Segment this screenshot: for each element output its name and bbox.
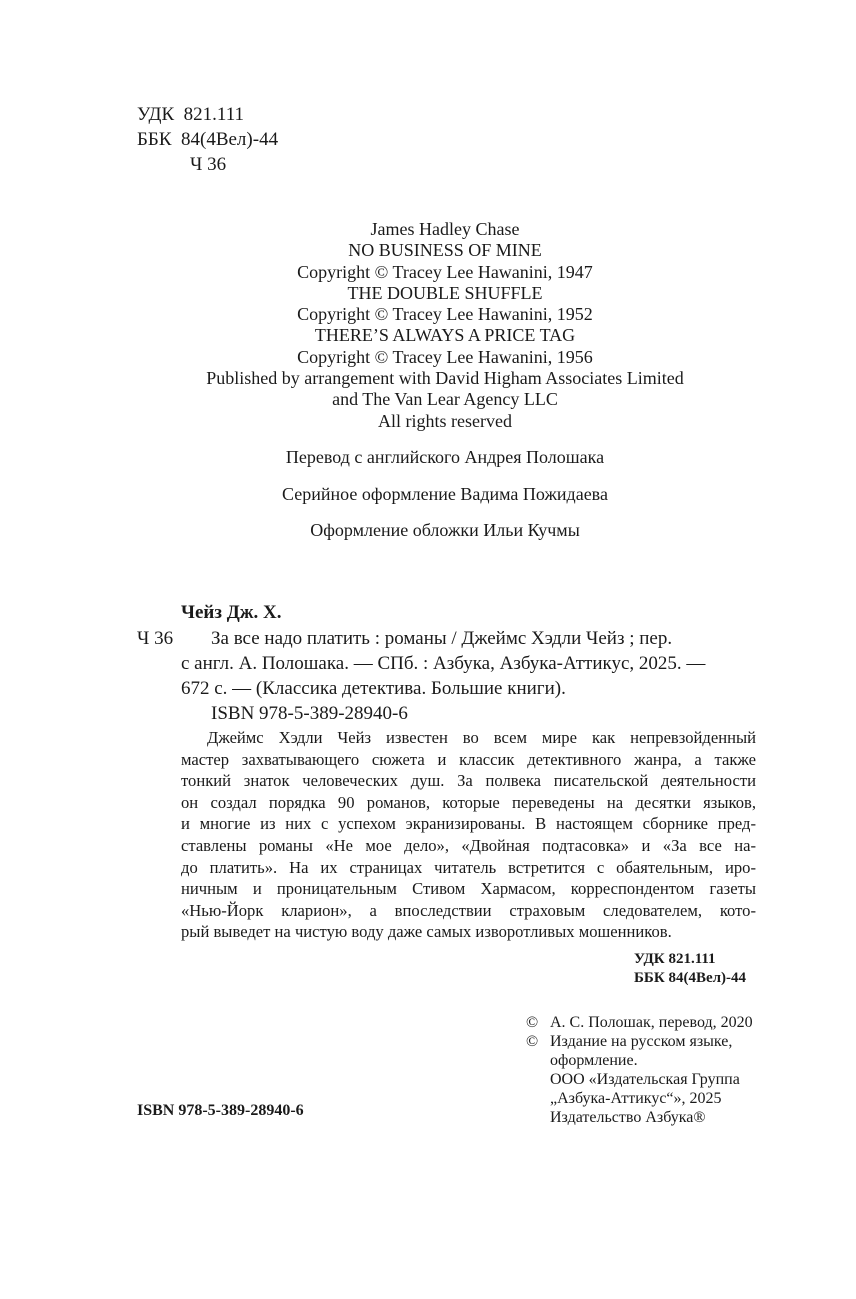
udk-line bbox=[137, 103, 244, 127]
rights-line: THERE’S ALWAYS A PRICE TAG bbox=[314, 325, 576, 346]
annotation-line: ничным и проницательным Стивом Хармасом, корреспондентом газеты bbox=[181, 879, 756, 899]
rights-line: Copyright © Tracey Lee Hawanini, 1956 bbox=[297, 346, 593, 367]
annotation-line: мастер захватывающего сюжета и классик детективного жанра, а также bbox=[181, 749, 756, 769]
copyright-text: оформление. bbox=[550, 1052, 638, 1069]
bbk-line bbox=[137, 128, 278, 152]
copyright-text: Издательство Азбука® bbox=[550, 1109, 706, 1126]
rights-block bbox=[0, 219, 856, 432]
rights-line: NO BUSINESS OF MINE bbox=[348, 240, 542, 261]
translator-credit: Перевод с английского Андрея Полошака bbox=[285, 447, 605, 467]
annotation-line: тонкий знаток человеческих душ. За полвека писательской деятельности bbox=[181, 771, 756, 791]
rights-line: All rights reserved bbox=[378, 410, 512, 431]
copyright-text: А. С. Полошак, перевод, 2020 bbox=[550, 1014, 753, 1031]
copyright-text: „Азбука-Аттикус“», 2025 bbox=[550, 1090, 722, 1107]
rights-line: THE DOUBLE SHUFFLE bbox=[347, 282, 543, 303]
copyright-symbol: © bbox=[526, 1033, 539, 1050]
copyright-text: ООО «Издательская Группа bbox=[550, 1071, 740, 1088]
isbn-bottom: ISBN 978-5-389-28940-6 bbox=[137, 1102, 304, 1119]
copyright-block bbox=[526, 1013, 753, 1127]
copyright-symbol: © bbox=[526, 1014, 539, 1031]
biblio-mark: Ч 36 bbox=[137, 628, 174, 649]
bbk-value: 84(4Вел)-44 bbox=[181, 129, 279, 150]
rights-line: and The Van Lear Agency LLC bbox=[332, 389, 558, 410]
copyright-text: Издание на русском языке, bbox=[550, 1033, 733, 1050]
rights-line: James Hadley Chase bbox=[370, 219, 520, 239]
series-design-credit: Серийное оформление Вадима Пожидаева bbox=[282, 484, 608, 504]
annotation-line: до платить». На их страницах читатель встретится с обаятельным, иро- bbox=[181, 857, 756, 877]
copyright-entry bbox=[526, 1032, 753, 1051]
biblio-line: За все надо платить : романы / Джеймс Хэдли Чейз ; пер. bbox=[211, 628, 673, 649]
annotation-line: «Нью-Йорк кларион», а впоследствии страховым следователем, кото- bbox=[181, 900, 756, 920]
annotation-line: ставлены романы «Не мое дело», «Двойная подтасовка» и «За все на- bbox=[181, 835, 756, 855]
rights-line: Published by arrangement with David Higham Associates Limited bbox=[206, 368, 684, 389]
biblio-line: с англ. А. Полошака. — СПб. : Азбука, Азбука-Аттикус, 2025. — bbox=[181, 653, 706, 674]
biblio-line: 672 с. — (Классика детектива. Большие книги). bbox=[181, 678, 566, 699]
bottom-bbk: ББК 84(4Вел)-44 bbox=[634, 970, 747, 986]
udk-value: 821.111 bbox=[183, 104, 245, 125]
author-heading: Чейз Дж. Х. bbox=[181, 602, 282, 623]
annotation-line: рый выведет на чистую воду даже самых изворотливых мошенников. bbox=[181, 922, 672, 942]
annotation-line: Джеймс Хэдли Чейз известен во всем мире как непревзойденный bbox=[207, 728, 756, 747]
cover-design-credit: Оформление обложки Ильи Кучмы bbox=[310, 520, 580, 540]
copyright-entry bbox=[526, 1013, 753, 1032]
author-mark: Ч 36 bbox=[190, 154, 227, 175]
biblio-isbn: ISBN 978-5-389-28940-6 bbox=[211, 703, 408, 724]
udk-label: УДК bbox=[137, 104, 175, 125]
bottom-udk: УДК 821.111 bbox=[634, 951, 716, 967]
annotation bbox=[181, 727, 756, 943]
annotation-line: он создал порядка 90 романов, которые переведены на десятки языков, bbox=[181, 792, 756, 812]
bbk-label: ББК bbox=[137, 129, 172, 150]
rights-line: Copyright © Tracey Lee Hawanini, 1947 bbox=[297, 261, 593, 282]
rights-line: Copyright © Tracey Lee Hawanini, 1952 bbox=[297, 304, 593, 325]
annotation-line: и многие из них с успехом экранизированы. В настоящем сборнике пред- bbox=[181, 814, 756, 834]
